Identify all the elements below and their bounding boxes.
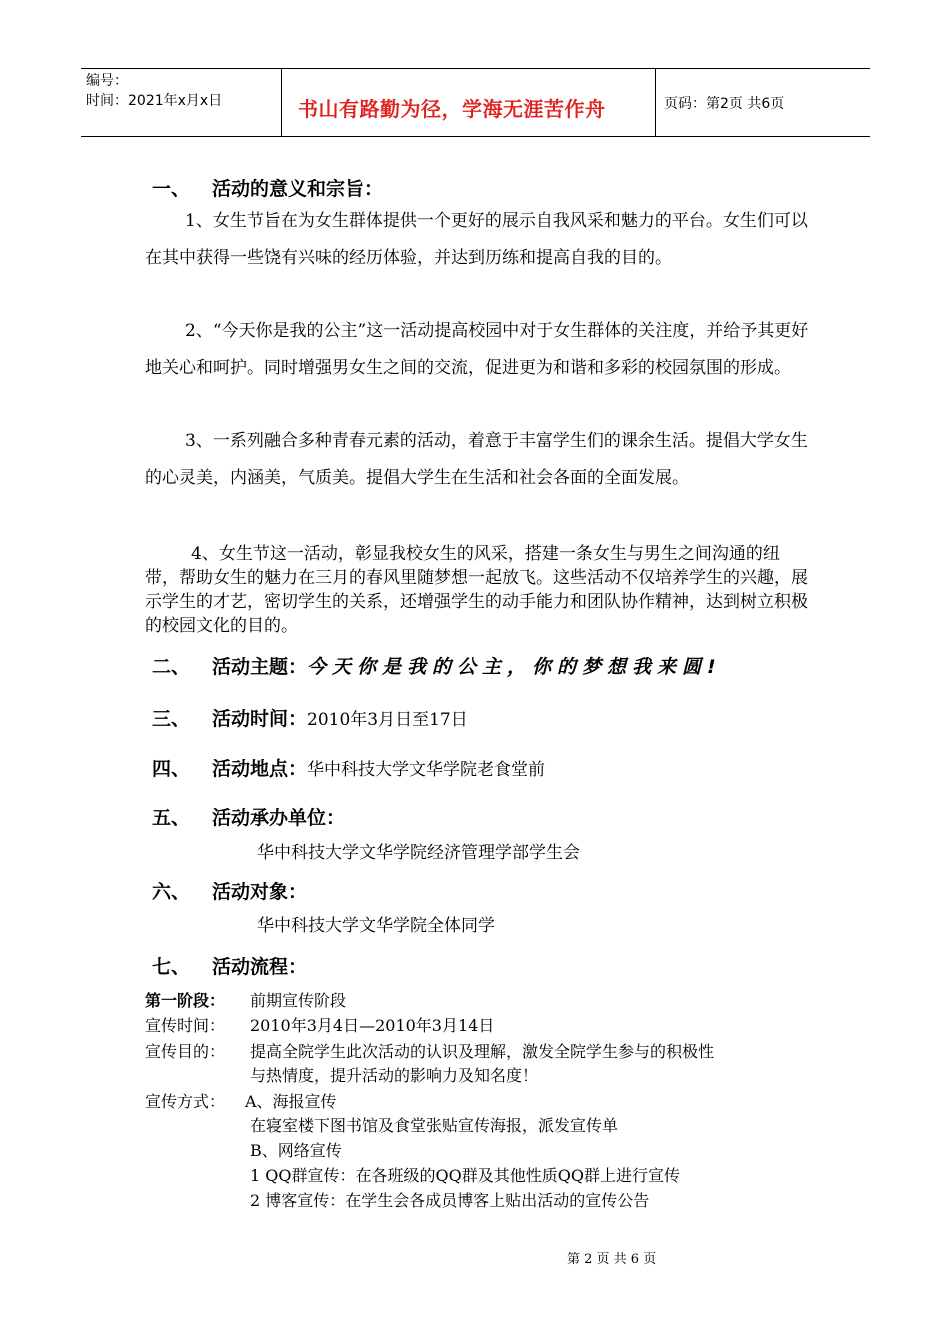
section-5-number: 五、 [152,807,191,829]
stage-label: 第一阶段： [145,991,226,1010]
section-2-heading [152,652,852,680]
promo-time-value: 2010年3月4日—2010年3月14日 [250,1016,495,1035]
document-number: 编号： [86,73,128,89]
section-7-number: 七、 [152,956,191,978]
section-7-heading [152,952,852,978]
promo-method-b2: 2 博客宣传：在学生会各成员博客上贴出活动的宣传公告 [250,1191,650,1210]
purpose-paragraph-1: 1、女生节旨在为女生群体提供一个更好的展示自我风采和魅力的平台。女生们可以在其中获得一些饶有兴味的经历体验，并达到历练和提高自我的目的。 [145,211,808,268]
section-7-title: 活动流程： [212,956,308,978]
section-1-number: 一、 [152,178,191,200]
document-date: 时间：2021年x月x日 [86,93,223,109]
footer-page-number: 第 2 页 共 6 页 [567,1252,657,1267]
section-6-heading [152,877,852,903]
section-4-heading [152,754,852,780]
section-5-title: 活动承办单位： [212,807,346,829]
activity-location: 华中科技大学文华学院老食堂前 [307,760,546,780]
purpose-paragraph-3: 3、一系列融合多种青春元素的活动，着意于丰富学生们的课余生活。提倡大学女生的心灵美，内涵美，气质美。提倡大学生在生活和社会各面的全面发展。 [145,431,808,488]
header-top-border [81,68,870,69]
header-divider-right [655,68,656,136]
activity-theme: 今天你是我的公主，你的梦想我来圆! [307,656,722,678]
promo-goal-line-1: 提高全院学生此次活动的认识及理解，激发全院学生参与的积极性 [250,1042,715,1061]
organizer-value: 华中科技大学文华学院经济管理学部学生会 [257,843,580,863]
promo-goal-label: 宣传目的： [145,1042,226,1061]
section-5-heading [152,803,852,829]
activity-time: 2010年3月日至17日 [307,710,468,730]
header-divider-left [281,68,282,136]
section-1-title: 活动的意义和宗旨： [212,178,384,200]
purpose-paragraph-2: 2、“今天你是我的公主”这一活动提高校园中对于女生群体的关注度，并给予其更好地关心和呵护。同时增强男女生之间的交流，促进更为和谐和多彩的校园氛围的形成。 [145,321,809,378]
stage-value: 前期宣传阶段 [250,991,347,1010]
promo-goal-line-2: 与热情度，提升活动的影响力及知名度！ [250,1066,539,1085]
section-6-number: 六、 [152,881,191,903]
section-4-title: 活动地点： [212,758,308,780]
section-1-heading [152,174,752,200]
promo-method-b: B、网络宣传 [250,1141,342,1160]
promo-method-label: 宣传方式： [145,1092,226,1111]
section-3-title: 活动时间： [212,708,308,730]
promo-method-a-detail: 在寝室楼下图书馆及食堂张贴宣传海报，派发宣传单 [250,1116,619,1135]
section-3-heading [152,704,852,730]
promo-method-a: A、海报宣传 [245,1092,337,1111]
header-page-number: 页码：第2页 共6页 [664,96,785,112]
promo-method-b1: 1 QQ群宣传：在各班级的QQ群及其他性质QQ群上进行宣传 [250,1166,680,1185]
audience-value: 华中科技大学文华学院全体同学 [257,916,495,936]
section-6-title: 活动对象： [212,881,308,903]
header-motto: 书山有路勤为径，学海无涯苦作舟 [298,97,606,121]
section-2-number: 二、 [152,656,191,678]
section-2-title: 活动主题： [212,656,308,678]
promo-time-label: 宣传时间： [145,1016,226,1035]
purpose-paragraph-4: 4、女生节这一活动，彰显我校女生的风采，搭建一条女生与男生之间沟通的纽带，帮助女生的魅力在三月的春风里随梦想一起放飞。这些活动不仅培养学生的兴趣，展示学生的才艺，密切学生的关系，还增强学生的动手能力和团队协作精神，达到树立积极的校园文化的目的。 [145,544,808,636]
section-3-number: 三、 [152,708,191,730]
header-bottom-border [81,136,870,137]
section-4-number: 四、 [152,758,191,780]
